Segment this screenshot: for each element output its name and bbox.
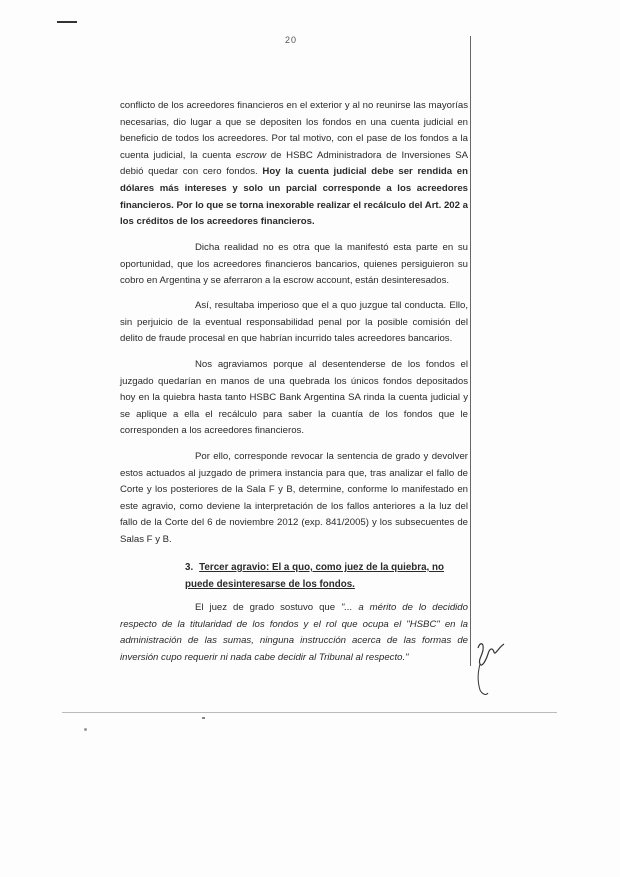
margin-line: [470, 36, 471, 666]
scan-speck: [202, 717, 205, 719]
paragraph-4: Nos agraviamos porque al desentenderse de los fondos el juzgado quedarían en manos de una quebrada los únicos fondos depositados hoy en la quiebra hasta tanto HSBC Bank Argentina SA rinda la cuenta judicial y se aplique a ella el recálculo para saber la cuantía de los fondos que le corresponden a los acreedores financieros.: [120, 359, 468, 437]
signature-mark: [474, 638, 514, 698]
paragraph-1-italic: escrow: [235, 149, 267, 161]
scan-speck: [84, 728, 87, 731]
paragraph-1-text-a: conflicto de los acreedores financieros en el exterior y al no reunirse las mayorías necesarias, dio lugar a que se depositen los fondos en una cuenta judicial en beneficio de todos los acreedores. Por tal motivo, con el pase de los fondos a la cuenta judicial, la cuenta: [120, 100, 468, 161]
paragraph-6-quote: "... a mérito de lo decidido respecto de la titularidad de los fondos y el rol que ocupa el "HSBC" en la administración de las sumas, ninguna instrucción acerca de las formas de inversión cupo requerir ni nada cabe decidir al Tribunal al respecto.": [120, 602, 468, 663]
paragraph-5: Por ello, corresponde revocar la sentencia de grado y devolver estos actuados al juzgado de primera instancia para que, tras analizar el fallo de Corte y los posteriores de la Sala F y B, determine, conforme lo manifestado en este agravio, como deviene la interpretación de los fallos anteriores a la luz del fallo de la Corte del 6 de noviembre 2012 (exp. 841/2005) y los subsecuentes de Salas F y B.: [120, 451, 468, 545]
paragraph-1-bold: Hoy la cuenta judicial debe ser rendida en dólares más intereses y solo un parcial corresponde a los acreedores financieros. Por lo que se torna inexorable realizar el recálculo del Art. 202 a los créditos de los acreedores financieros.: [120, 166, 468, 228]
bottom-divider: [62, 712, 557, 713]
heading-text: Tercer agravio: El a quo, como juez de la quiebra, no puede desinteresarse de los fondos.: [185, 562, 444, 590]
paragraph-1: [120, 98, 468, 231]
corner-mark: [57, 21, 77, 23]
page-number: 20: [285, 35, 298, 45]
paragraph-6: [120, 600, 468, 666]
section-heading: [185, 560, 470, 593]
paragraph-6-lead: El juez de grado sostuvo que: [195, 602, 342, 613]
paragraph-2: Dicha realidad no es otra que la manifestó esta parte en su oportunidad, que los acreedores financieros bancarios, quienes persiguieron su cobro en Argentina y se aferraron a la escrow account, están desinteresados.: [120, 242, 468, 287]
paragraph-3: Así, resultaba imperioso que el a quo juzgue tal conducta. Ello, sin perjuicio de la eventual responsabilidad penal por la posible comisión del delito de fraude procesal en que habrían incurrido tales acreedores bancarios.: [120, 300, 468, 345]
paragraph-1-text-b: de HSBC Administradora de Inversiones SA debió quedar con cero fondos.: [120, 149, 468, 178]
heading-number: 3.: [185, 562, 194, 573]
